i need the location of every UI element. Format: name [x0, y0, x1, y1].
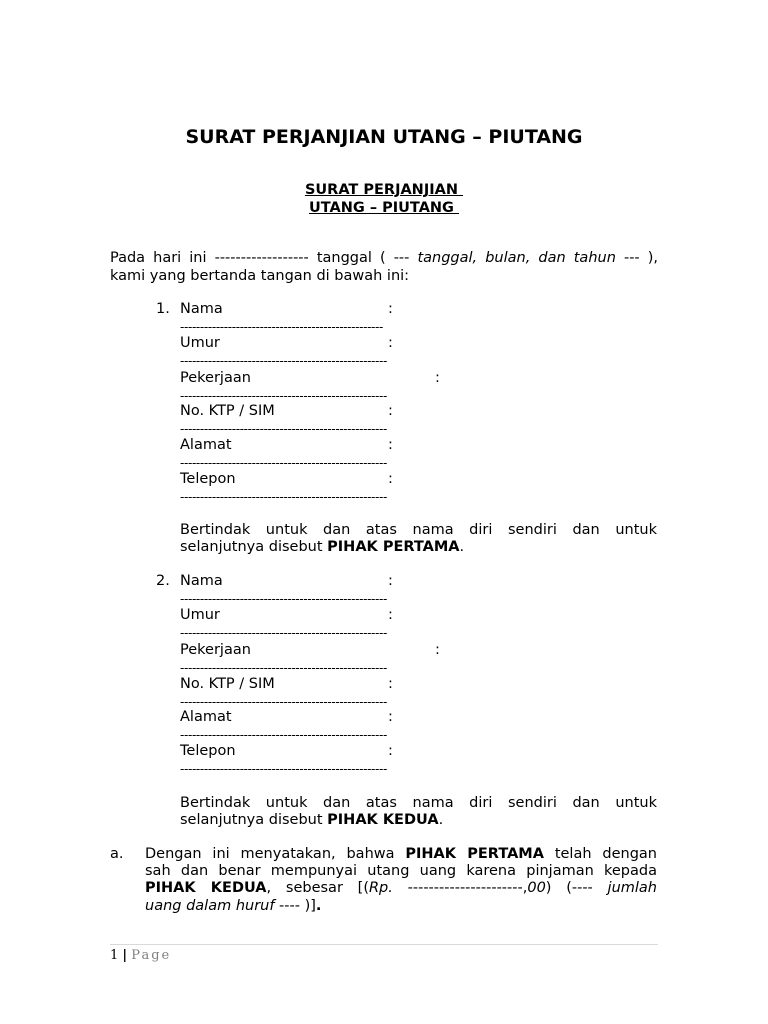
amount-words-placeholder: jumlah — [607, 880, 657, 897]
party-2-field-label: No. KTP / SIM — [180, 676, 275, 692]
clause-party-kedua: PIHAK KEDUA — [145, 880, 267, 897]
party-2-statement-line-2 — [180, 812, 657, 829]
clause-text: Dengan ini menyatakan, bahwa — [145, 846, 406, 862]
intro-text: Pada hari ini ------------------ tanggal ( --- — [110, 250, 418, 266]
clause-a-line-1 — [145, 846, 657, 863]
amount-blank[interactable]: ----------------------, — [392, 880, 528, 897]
party-1-field-colon: : — [435, 370, 440, 386]
party-1-field-blank[interactable]: ---------------------------------------------------- — [180, 389, 387, 403]
party-2-field-colon: : — [388, 743, 393, 759]
party-1-number: 1. — [156, 301, 170, 317]
party-2-field-colon: : — [388, 676, 393, 692]
party-1-field-colon: : — [388, 437, 393, 453]
amount-decimals: 00 — [527, 880, 546, 897]
document-subtitle — [0, 182, 768, 217]
currency-label: Rp. — [368, 880, 393, 897]
party-1-field-label: No. KTP / SIM — [180, 403, 275, 419]
page-separator: | — [122, 948, 128, 963]
party-1-field-colon: : — [388, 403, 393, 419]
party-2-designation: PIHAK KEDUA — [327, 812, 439, 829]
clause-party-pertama: PIHAK PERTAMA — [405, 846, 544, 862]
party-2-field-colon: : — [435, 642, 440, 658]
party-1-field-colon: : — [388, 471, 393, 487]
party-2-field-blank[interactable]: ---------------------------------------------------- — [180, 728, 387, 742]
party-2-field-blank[interactable]: ---------------------------------------------------- — [180, 762, 387, 776]
clause-a-line-3 — [145, 880, 657, 897]
amount-words-placeholder: uang dalam huruf — [145, 897, 275, 914]
party-1-field-label: Pekerjaan — [180, 370, 251, 386]
party-1-field-blank[interactable]: ---------------------------------------------------- — [180, 422, 387, 436]
party-1-statement-line-2 — [180, 539, 657, 556]
clause-text: ) (---- — [545, 880, 608, 897]
clause-a-line-4 — [145, 898, 657, 915]
party-2-field-colon: : — [388, 607, 393, 623]
footer-divider — [110, 944, 658, 945]
clause-text: ---- )] — [274, 897, 316, 914]
party-2-field-colon: : — [388, 573, 393, 589]
clause-period: . — [315, 897, 322, 914]
intro-paragraph — [110, 250, 658, 285]
party-1-field-label: Nama — [180, 301, 223, 317]
party-1-field-label: Telepon — [180, 471, 236, 487]
statement-text: selanjutnya disebut — [180, 812, 328, 829]
party-2-field-label: Alamat — [180, 709, 232, 725]
party-2-field-label: Nama — [180, 573, 223, 589]
page-word: Page — [131, 948, 172, 963]
clause-a-marker: a. — [110, 846, 124, 862]
party-1-field-colon: : — [388, 301, 393, 317]
page-footer — [110, 948, 171, 964]
party-2-field-label: Telepon — [180, 743, 236, 759]
party-2-field-blank[interactable]: ---------------------------------------------------- — [180, 592, 387, 606]
party-1-designation: PIHAK PERTAMA — [327, 539, 460, 556]
clause-text: telah dengan — [543, 846, 657, 862]
party-1-field-colon: : — [388, 335, 393, 351]
party-2-field-label: Umur — [180, 607, 220, 623]
intro-line-1 — [110, 250, 658, 268]
party-1-field-blank[interactable]: ---------------------------------------------------- — [180, 490, 387, 504]
statement-text: selanjutnya disebut — [180, 539, 328, 556]
document-title: SURAT PERJANJIAN UTANG – PIUTANG — [185, 126, 583, 148]
intro-line-2: kami yang bertanda tangan di bawah ini: — [110, 267, 410, 284]
party-2-statement — [180, 795, 657, 829]
clause-a-line-2: sah dan benar mempunyai utang uang karena pinjaman kepada — [145, 863, 657, 880]
party-1-statement — [180, 522, 657, 556]
party-2-field-blank[interactable]: ---------------------------------------------------- — [180, 626, 387, 640]
party-2-field-label: Pekerjaan — [180, 642, 251, 658]
party-1-field-label: Alamat — [180, 437, 232, 453]
subtitle-line-1: SURAT PERJANJIAN — [304, 182, 464, 198]
subtitle-line-2: UTANG – PIUTANG — [308, 199, 459, 216]
party-1-field-blank[interactable]: ---------------------------------------------------- — [180, 354, 387, 368]
statement-period: . — [438, 812, 444, 829]
clause-text: , sebesar [( — [266, 880, 369, 897]
party-2-field-blank[interactable]: ---------------------------------------------------- — [180, 695, 387, 709]
party-1-field-blank[interactable]: --------------------------------------------------- — [180, 320, 383, 334]
party-2-statement-line-1: Bertindak untuk dan atas nama diri sendiri dan untuk — [180, 795, 657, 811]
party-2-number: 2. — [156, 573, 170, 589]
intro-date-placeholder: tanggal, bulan, dan tahun — [417, 250, 616, 266]
party-1-statement-line-1: Bertindak untuk dan atas nama diri sendiri dan untuk — [180, 522, 657, 538]
party-2-field-colon: : — [388, 709, 393, 725]
clause-a-text — [145, 846, 657, 915]
party-2-field-blank[interactable]: ---------------------------------------------------- — [180, 661, 387, 675]
page-number: 1 — [110, 948, 119, 963]
party-1-field-label: Umur — [180, 335, 220, 351]
intro-text-end: --- ), — [615, 250, 658, 266]
party-1-field-blank[interactable]: ---------------------------------------------------- — [180, 456, 387, 470]
statement-period: . — [459, 539, 465, 556]
